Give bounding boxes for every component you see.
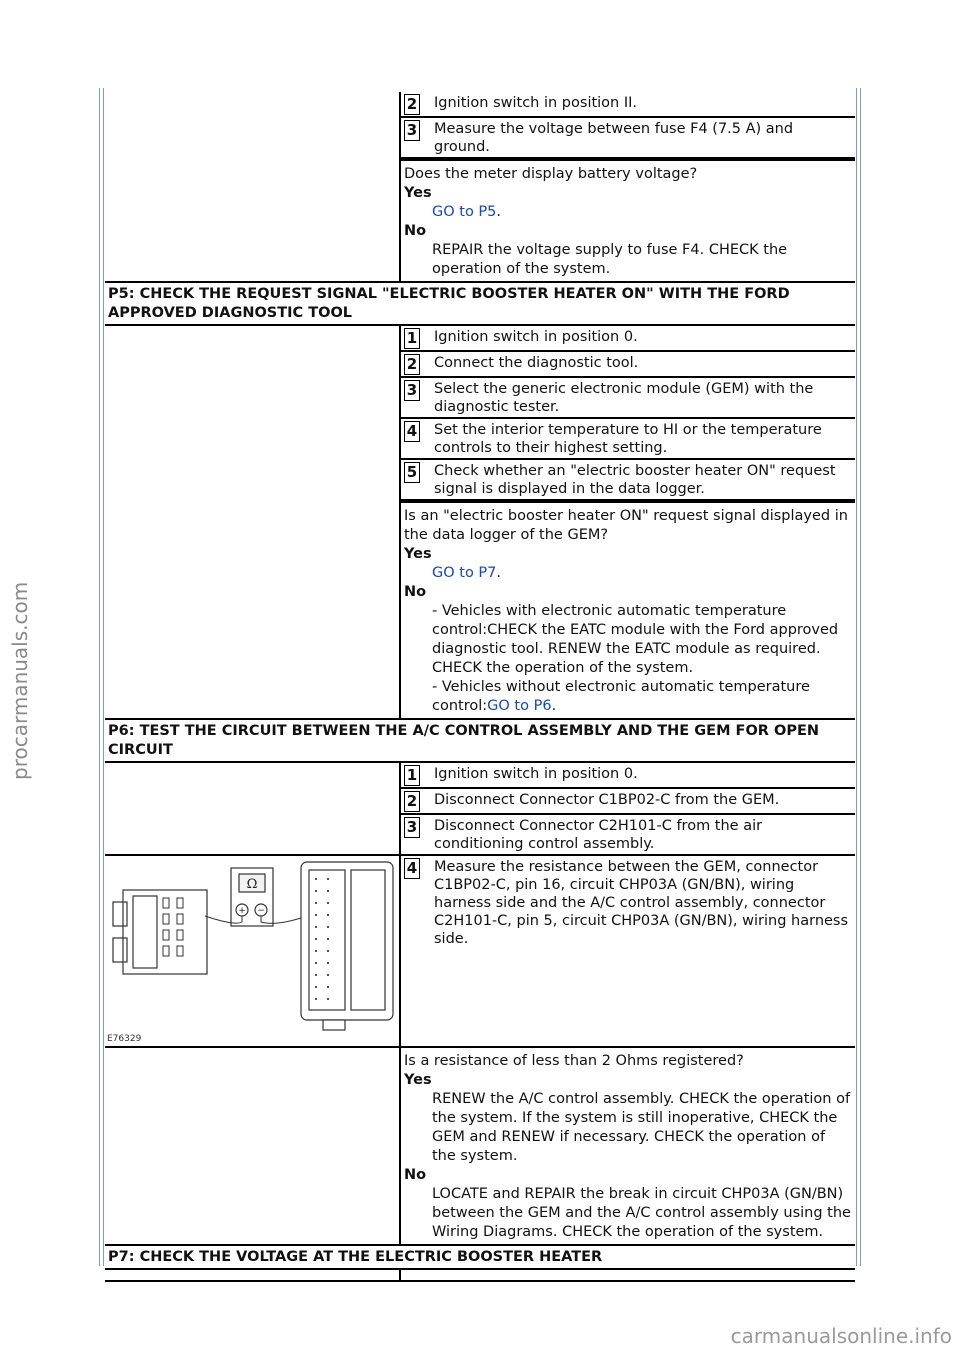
frame-line-right-inner [856, 88, 857, 1266]
wiring-diagram-illustration [105, 856, 399, 1046]
step-text: Disconnect Connector C1BP02-C from the GEM. [434, 792, 780, 808]
step-text: Disconnect Connector C2H101-C from the air conditioning control assembly. [434, 818, 763, 852]
step-text: Set the interior temperature to HI or the temperature controls to their highest setting. [434, 422, 822, 456]
step-row [401, 856, 855, 949]
frame-line-right-outer [860, 88, 861, 1266]
measurement-figure [105, 856, 401, 1046]
step-number: 2 [404, 354, 420, 375]
empty-left-cell [105, 1048, 401, 1244]
no-label: No [404, 223, 427, 239]
step-number: 3 [404, 380, 420, 401]
no-answer-1: - Vehicles with electronic automatic temperature control:CHECK the EATC module with the Ford approved diagnostic tool. RENEW the EATC module as required. CHECK the operation of the system. [432, 603, 839, 676]
p5-content [401, 326, 855, 718]
step-row [401, 118, 855, 159]
step-text: Ignition switch in position 0. [434, 329, 638, 345]
question-text: Does the meter display battery voltage? [404, 166, 698, 182]
step-row [401, 815, 855, 854]
step-number: 2 [404, 791, 420, 812]
empty-left-cell [105, 1270, 401, 1280]
no-answer-2: - Vehicles without electronic automatic temperature control:GO to P6. [432, 679, 810, 714]
step-number: 2 [404, 94, 420, 115]
step-row [401, 352, 855, 378]
step-number: 1 [404, 328, 420, 349]
p7-row [105, 1270, 855, 1282]
step-row [401, 460, 855, 501]
yes-label: Yes [404, 546, 432, 562]
empty-left-cell [105, 92, 401, 281]
no-answer: LOCATE and REPAIR the break in circuit CHP03A (GN/BN) between the GEM and the A/C control assembly using the Wiring Diagrams. CHECK the operation of the system. [432, 1186, 851, 1240]
p6-figure-row [105, 856, 855, 1048]
step-number: 4 [404, 421, 420, 442]
no-label: No [404, 1167, 427, 1183]
p5-header: P5: CHECK THE REQUEST SIGNAL "ELECTRIC BOOSTER HEATER ON" WITH THE FORD APPROVED DIAGNOSTIC TOOL [105, 281, 855, 326]
yes-answer: GO to P7. [432, 565, 502, 581]
step-text: Ignition switch in position II. [434, 95, 638, 111]
figure-label: E76329 [107, 1034, 142, 1044]
question-text: Is a resistance of less than 2 Ohms registered? [404, 1053, 744, 1069]
p7-header: P7: CHECK THE VOLTAGE AT THE ELECTRIC BOOSTER HEATER [105, 1244, 855, 1270]
step-row [401, 378, 855, 419]
go-to-p7-link[interactable]: GO to P7 [432, 565, 497, 581]
step-row [401, 92, 855, 118]
question-block [401, 501, 855, 718]
bottom-watermark: carmanualsonline.info [730, 1324, 952, 1348]
side-watermark: procarmanuals.com [8, 581, 32, 780]
step-number: 1 [404, 765, 420, 786]
step-row [401, 326, 855, 352]
p6-steps [401, 763, 855, 854]
no-label: No [404, 584, 427, 600]
step-text: Connect the diagnostic tool. [434, 355, 639, 371]
figure-step [401, 856, 855, 1046]
p6-question [401, 1048, 855, 1244]
step-text: Measure the voltage between fuse F4 (7.5 A) and ground. [434, 121, 794, 155]
yes-answer: RENEW the A/C control assembly. CHECK the operation of the system. If the system is still inoperative, CHECK the GEM and RENEW if necessary. CHECK the operation of the system. [432, 1091, 851, 1164]
yes-label: Yes [404, 185, 432, 201]
frame-line-left-inner [103, 88, 104, 1266]
svg-text:−: − [257, 906, 265, 916]
go-to-p6-link[interactable]: GO to P6 [487, 698, 552, 714]
p6-question-row [105, 1048, 855, 1246]
question-text: Is an "electric booster heater ON" request signal displayed in the data logger of the GEM? [404, 508, 848, 543]
p6-header: P6: TEST THE CIRCUIT BETWEEN THE A/C CONTROL ASSEMBLY AND THE GEM FOR OPEN CIRCUIT [105, 718, 855, 763]
step-row [401, 789, 855, 815]
top-section-row [105, 92, 855, 283]
yes-label: Yes [404, 1072, 432, 1088]
question-block [401, 1048, 855, 1244]
empty-left-cell [105, 326, 401, 718]
ohm-symbol: Ω [246, 877, 258, 892]
step-text: Measure the resistance between the GEM, connector C1BP02-C, pin 16, circuit CHP03A (GN/BN), wiring harness side and the A/C control assembly, connector C2H101-C, pin 5, circuit CHP03A (GN/BN), wiring harness side. [434, 859, 849, 947]
p5-row [105, 326, 855, 720]
step-number: 3 [404, 120, 420, 141]
step-text: Ignition switch in position 0. [434, 766, 638, 782]
step-text: Check whether an "electric booster heater ON" request signal is displayed in the data logger. [434, 463, 836, 497]
no-answer: REPAIR the voltage supply to fuse F4. CHECK the operation of the system. [432, 242, 788, 277]
step-row [401, 763, 855, 789]
step-number: 4 [404, 858, 420, 879]
top-section-content [401, 92, 855, 281]
go-to-p5-link[interactable]: GO to P5 [432, 204, 497, 220]
step-number: 5 [404, 462, 420, 483]
question-block [401, 159, 855, 281]
svg-text:+: + [238, 906, 246, 916]
yes-answer: GO to P5. [432, 204, 502, 220]
frame-line-left-outer [99, 88, 100, 1266]
empty-left-cell [105, 763, 401, 854]
p7-content [401, 1270, 855, 1280]
p6-steps-row [105, 763, 855, 856]
step-text: Select the generic electronic module (GEM) with the diagnostic tester. [434, 381, 814, 415]
step-row [401, 419, 855, 460]
step-number: 3 [404, 817, 420, 838]
procedure-table [105, 92, 855, 1282]
